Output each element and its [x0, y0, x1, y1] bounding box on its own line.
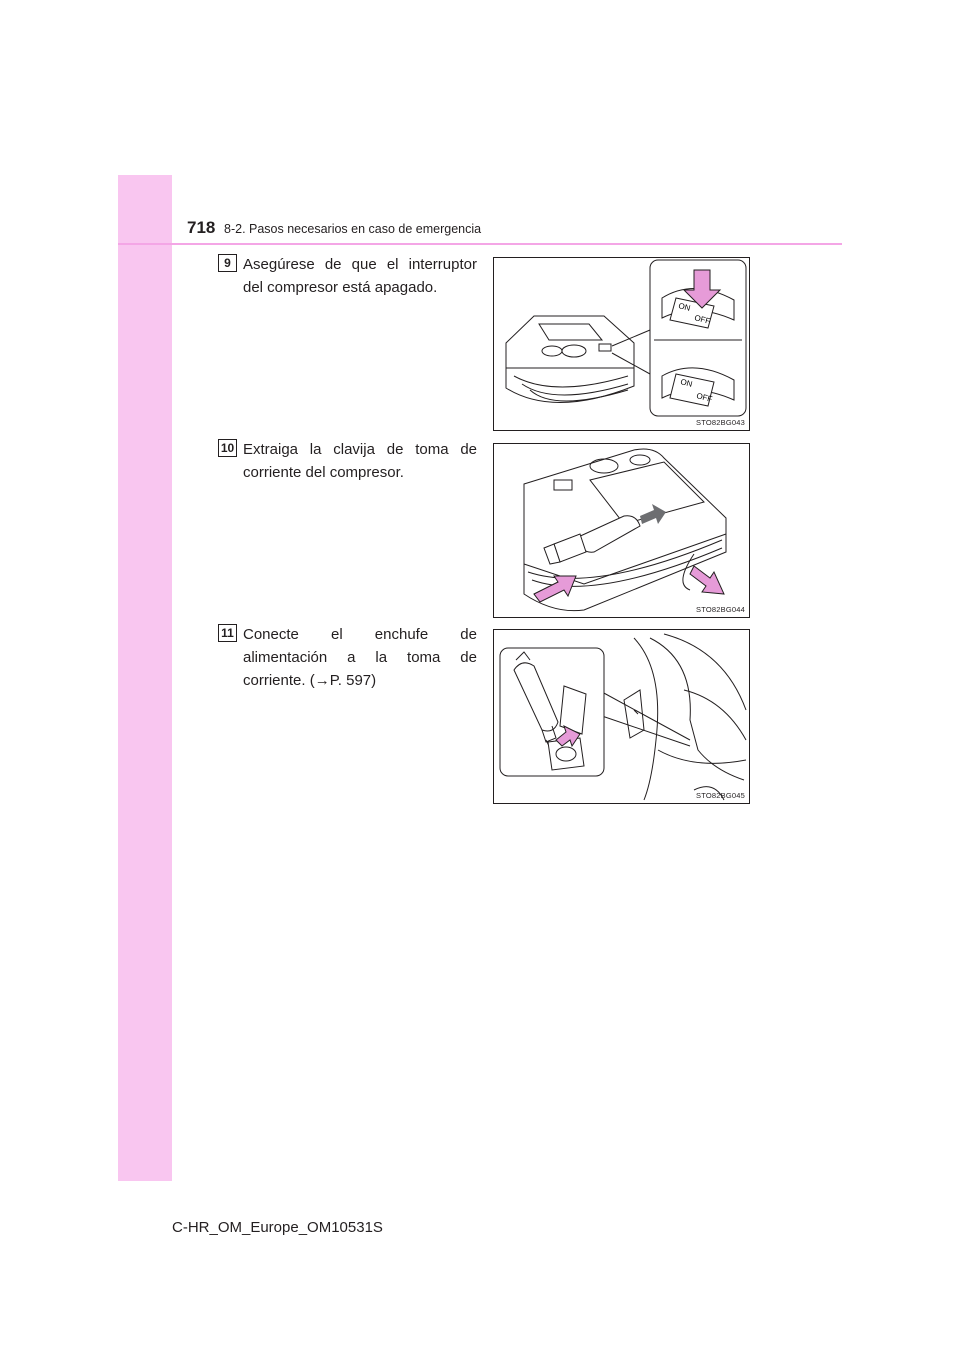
step-badge-9: 9 [218, 254, 237, 272]
figure-power-socket [493, 629, 750, 804]
step-text-11: Conecte el enchufe de alimentación a la toma de corriente. (→P. 597) [243, 626, 477, 689]
switch-label-on: ON [677, 301, 692, 313]
compressor-plug-illustration [494, 444, 750, 618]
figure-compressor-switch [493, 257, 750, 431]
compressor-switch-illustration [494, 258, 750, 431]
step-text-9: Asegúrese de que el interruptor del compresor está apagado. [243, 256, 477, 296]
step-text-10: Extraiga la clavija de toma de corriente del compresor. [243, 441, 477, 481]
step-badge-10: 10 [218, 439, 237, 457]
figure-compressor-plug [493, 443, 750, 618]
header-rule [118, 243, 842, 245]
section-title: 8-2. Pasos necesarios en caso de emergencia [224, 222, 482, 236]
figure-code: STO82BG044 [696, 605, 745, 614]
switch-label-off: OFF [693, 313, 712, 326]
switch-label-off-2: OFF [695, 391, 714, 404]
figure-code: STO82BG045 [696, 791, 745, 800]
switch-label-on-2: ON [679, 377, 694, 389]
step-badge-11: 11 [218, 624, 237, 642]
power-socket-illustration [494, 630, 750, 804]
chapter-sidebar [118, 175, 172, 1181]
footer-doc-id: C-HR_OM_Europe_OM10531S [172, 1219, 383, 1236]
page-number: 718 [187, 218, 216, 237]
figure-code: STO82BG043 [696, 418, 745, 427]
